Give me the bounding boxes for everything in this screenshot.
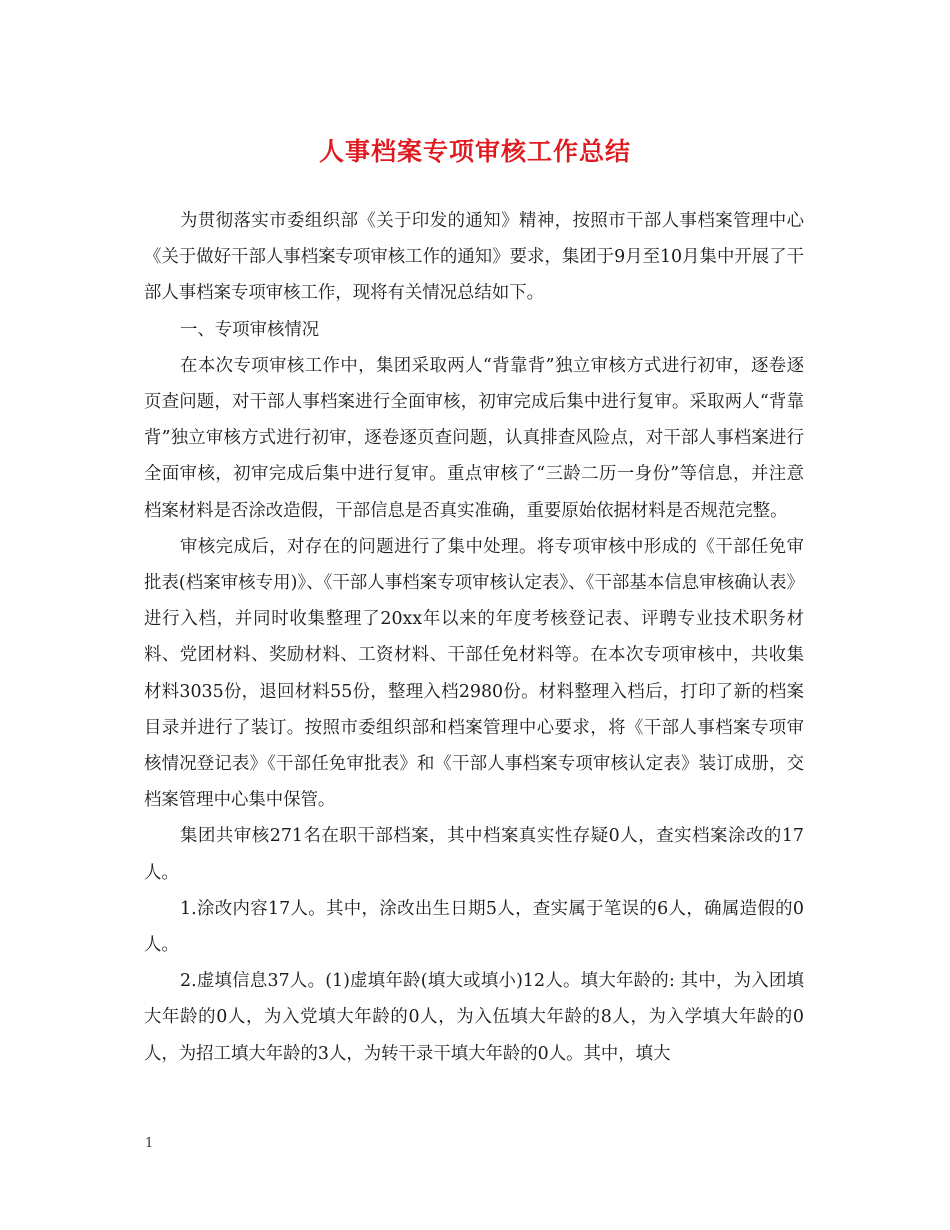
paragraph-intro: 为贯彻落实市委组织部《关于印发的通知》精神，按照市干部人事档案管理中心《关于做好干部人事档案专项审核工作的通知》要求，集团于9月至10月集中开展了干部人事档案专项审核工作，现将有关情况总结如下。 bbox=[144, 211, 804, 304]
section-heading: 一、专项审核情况 bbox=[180, 319, 320, 340]
paragraph-item-2: 2.虚填信息37人。(1)虚填年龄(填大或填小)12人。填大年龄的: 其中，为入团填大年龄的0人，为入党填大年龄的0人，为入伍填大年龄的8人，为入学填大年龄的0人，为招工填大年龄的3人，为转干录干填大年龄的0人。其中，填大 bbox=[144, 971, 804, 1064]
paragraph-summary-count: 集团共审核271名在职干部档案，其中档案真实性存疑0人，查实档案涂改的17人。 bbox=[144, 826, 804, 883]
paragraph-processing: 审核完成后，对存在的问题进行了集中处理。将专项审核中形成的《干部任免审批表(档案审核专用)》、《干部人事档案专项审核认定表》、《干部基本信息审核确认表》进行入档，并同时收集整理了20xx年以来的年度考核登记表、评聘专业技术职务材料、党团材料、奖励材料、工资材料、干部任免材料等。在本次专项审核中，共收集材料3035份，退回材料55份，整理入档2980份。材料整理入档后，打印了新的档案目录并进行了装订。按照市委组织部和档案管理中心要求，将《干部人事档案专项审核情况登记表》《干部任免审批表》和《干部人事档案专项审核认定表》装订成册，交档案管理中心集中保管。 bbox=[144, 536, 804, 811]
document-body bbox=[144, 203, 804, 1072]
page-number: 1 bbox=[145, 1136, 154, 1151]
document-title: 人事档案专项审核工作总结 bbox=[318, 137, 631, 166]
paragraph-item-1: 1.涂改内容17人。其中，涂改出生日期5人，查实属于笔误的6人，确属造假的0人。 bbox=[144, 898, 804, 956]
paragraph-review-method: 在本次专项审核工作中，集团采取两人“背靠背”独立审核方式进行初审，逐卷逐页查问题，对干部人事档案进行全面审核，初审完成后集中进行复审。采取两人“背靠背”独立审核方式进行初审，逐卷逐页查问题，认真排查风险点，对干部人事档案进行全面审核，初审完成后集中进行复审。重点审核了“三龄二历一身份”等信息，并注意档案材料是否涂改造假，干部信息是否真实准确，重要原始依据材料是否规范完整。 bbox=[144, 355, 804, 521]
